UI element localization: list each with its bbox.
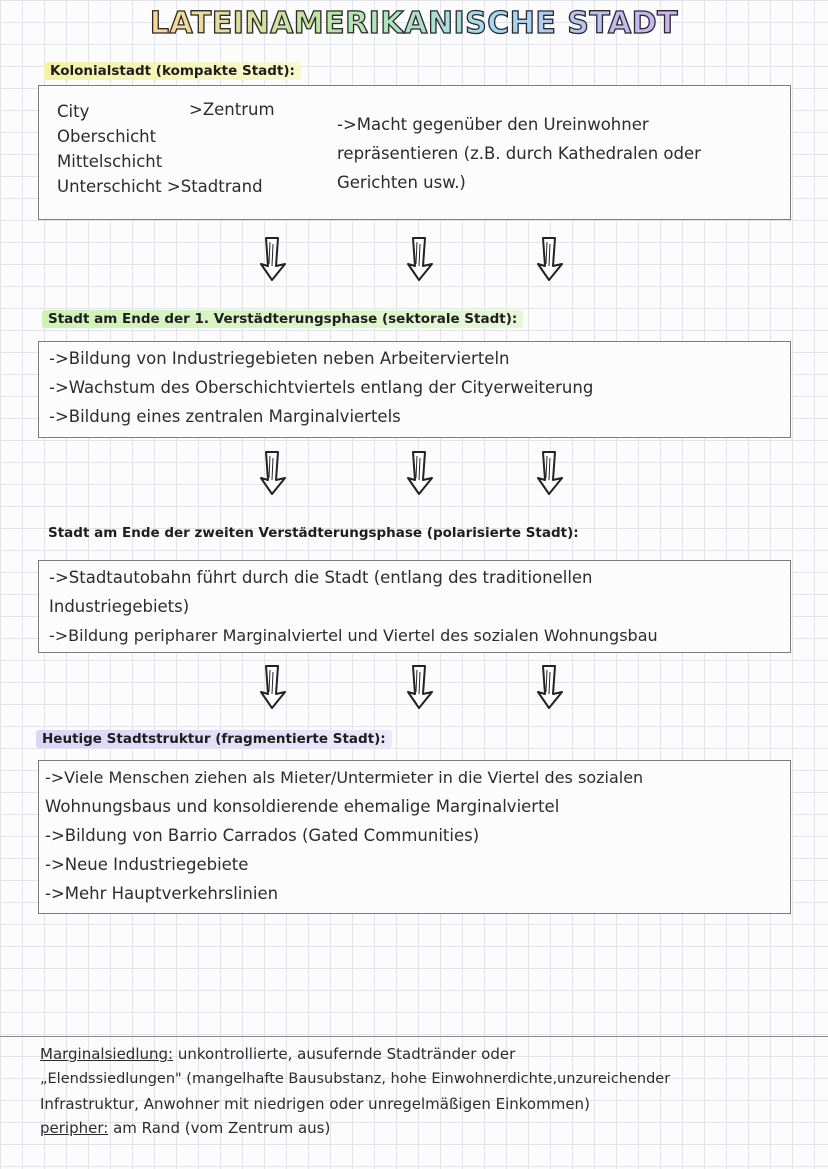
down-arrow-icon [405,236,435,282]
section1-box [38,85,791,220]
down-arrow-icon [258,236,288,282]
definition-marginalsiedlung-line2: „Elendssiedlungen" (mangelhafte Bausubstanz, hohe Einwohnerdichte,unzureichender [40,1071,671,1087]
section2-line: ->Bildung eines zentralen Marginalviertels [49,407,401,426]
definition-text: am Rand (vom Zentrum aus) [108,1119,331,1137]
section2-heading: Stadt am Ende der 1. Verstädterungsphase (sektorale Stadt): [42,310,523,328]
section1-right-column [337,110,701,197]
section4-line: ->Viele Menschen ziehen als Mieter/Untermieter in die Viertel des sozialen [45,768,644,787]
section1-right-line: ->Macht gegenüber den Ureinwohner [337,115,649,134]
section1-left-line: Unterschicht >Stadtrand [57,177,263,196]
footer-divider [0,1036,828,1037]
down-arrow-icon [535,236,565,282]
section1-left-line: City [57,102,90,121]
down-arrow-icon [405,450,435,496]
section2-line: ->Bildung von Industriegebieten neben Arbeitervierteln [49,349,510,368]
section4-line: ->Mehr Hauptverkehrslinien [45,884,279,903]
down-arrow-icon [535,450,565,496]
definition-marginalsiedlung-line3: Infrastruktur, Anwohner mit niedrigen oder unregelmäßigen Einkommen) [40,1095,590,1113]
page-title: LATEINAMERIKANISCHE STADT [0,6,828,41]
down-arrow-icon [258,450,288,496]
section2-line: ->Wachstum des Oberschichtviertels entlang der Cityerweiterung [49,378,594,397]
section3-line: Industriegebiets) [49,597,190,616]
section1-left-line: Mittelschicht [57,152,163,171]
section1-heading: Kolonialstadt (kompakte Stadt): [44,62,301,80]
section1-center-label: >Zentrum [189,100,275,119]
section3-heading: Stadt am Ende der zweiten Verstädterungsphase (polarisierte Stadt): [48,525,579,541]
section1-right-line: repräsentieren (z.B. durch Kathedralen oder [337,144,701,163]
section1-right-line: Gerichten usw.) [337,173,466,192]
down-arrow-icon [535,664,565,710]
section3-box [38,560,791,653]
section3-line: ->Bildung peripharer Marginalviertel und Viertel des sozialen Wohnungsbau [49,626,658,645]
term-peripher: peripher: [40,1119,109,1137]
definition-peripher [40,1116,330,1140]
section4-heading: Heutige Stadtstruktur (fragmentierte Stadt): [36,730,392,748]
section4-line: Wohnungsbaus und konsoldierende ehemalige Marginalviertel [45,797,560,816]
section4-line: ->Neue Industriegebiete [45,855,249,874]
definition-marginalsiedlung-line1 [40,1042,515,1066]
definition-text: unkontrollierte, ausufernde Stadtränder oder [173,1045,516,1063]
section1-left-line: Oberschicht [57,127,157,146]
down-arrow-icon [258,664,288,710]
down-arrow-icon [405,664,435,710]
section3-line: ->Stadtautobahn führt durch die Stadt (entlang des traditionellen [49,568,593,587]
section4-line: ->Bildung von Barrio Carrados (Gated Communities) [45,826,480,845]
section4-box [38,760,791,914]
section2-box [38,341,791,438]
term-marginalsiedlung: Marginalsiedlung: [40,1045,174,1063]
